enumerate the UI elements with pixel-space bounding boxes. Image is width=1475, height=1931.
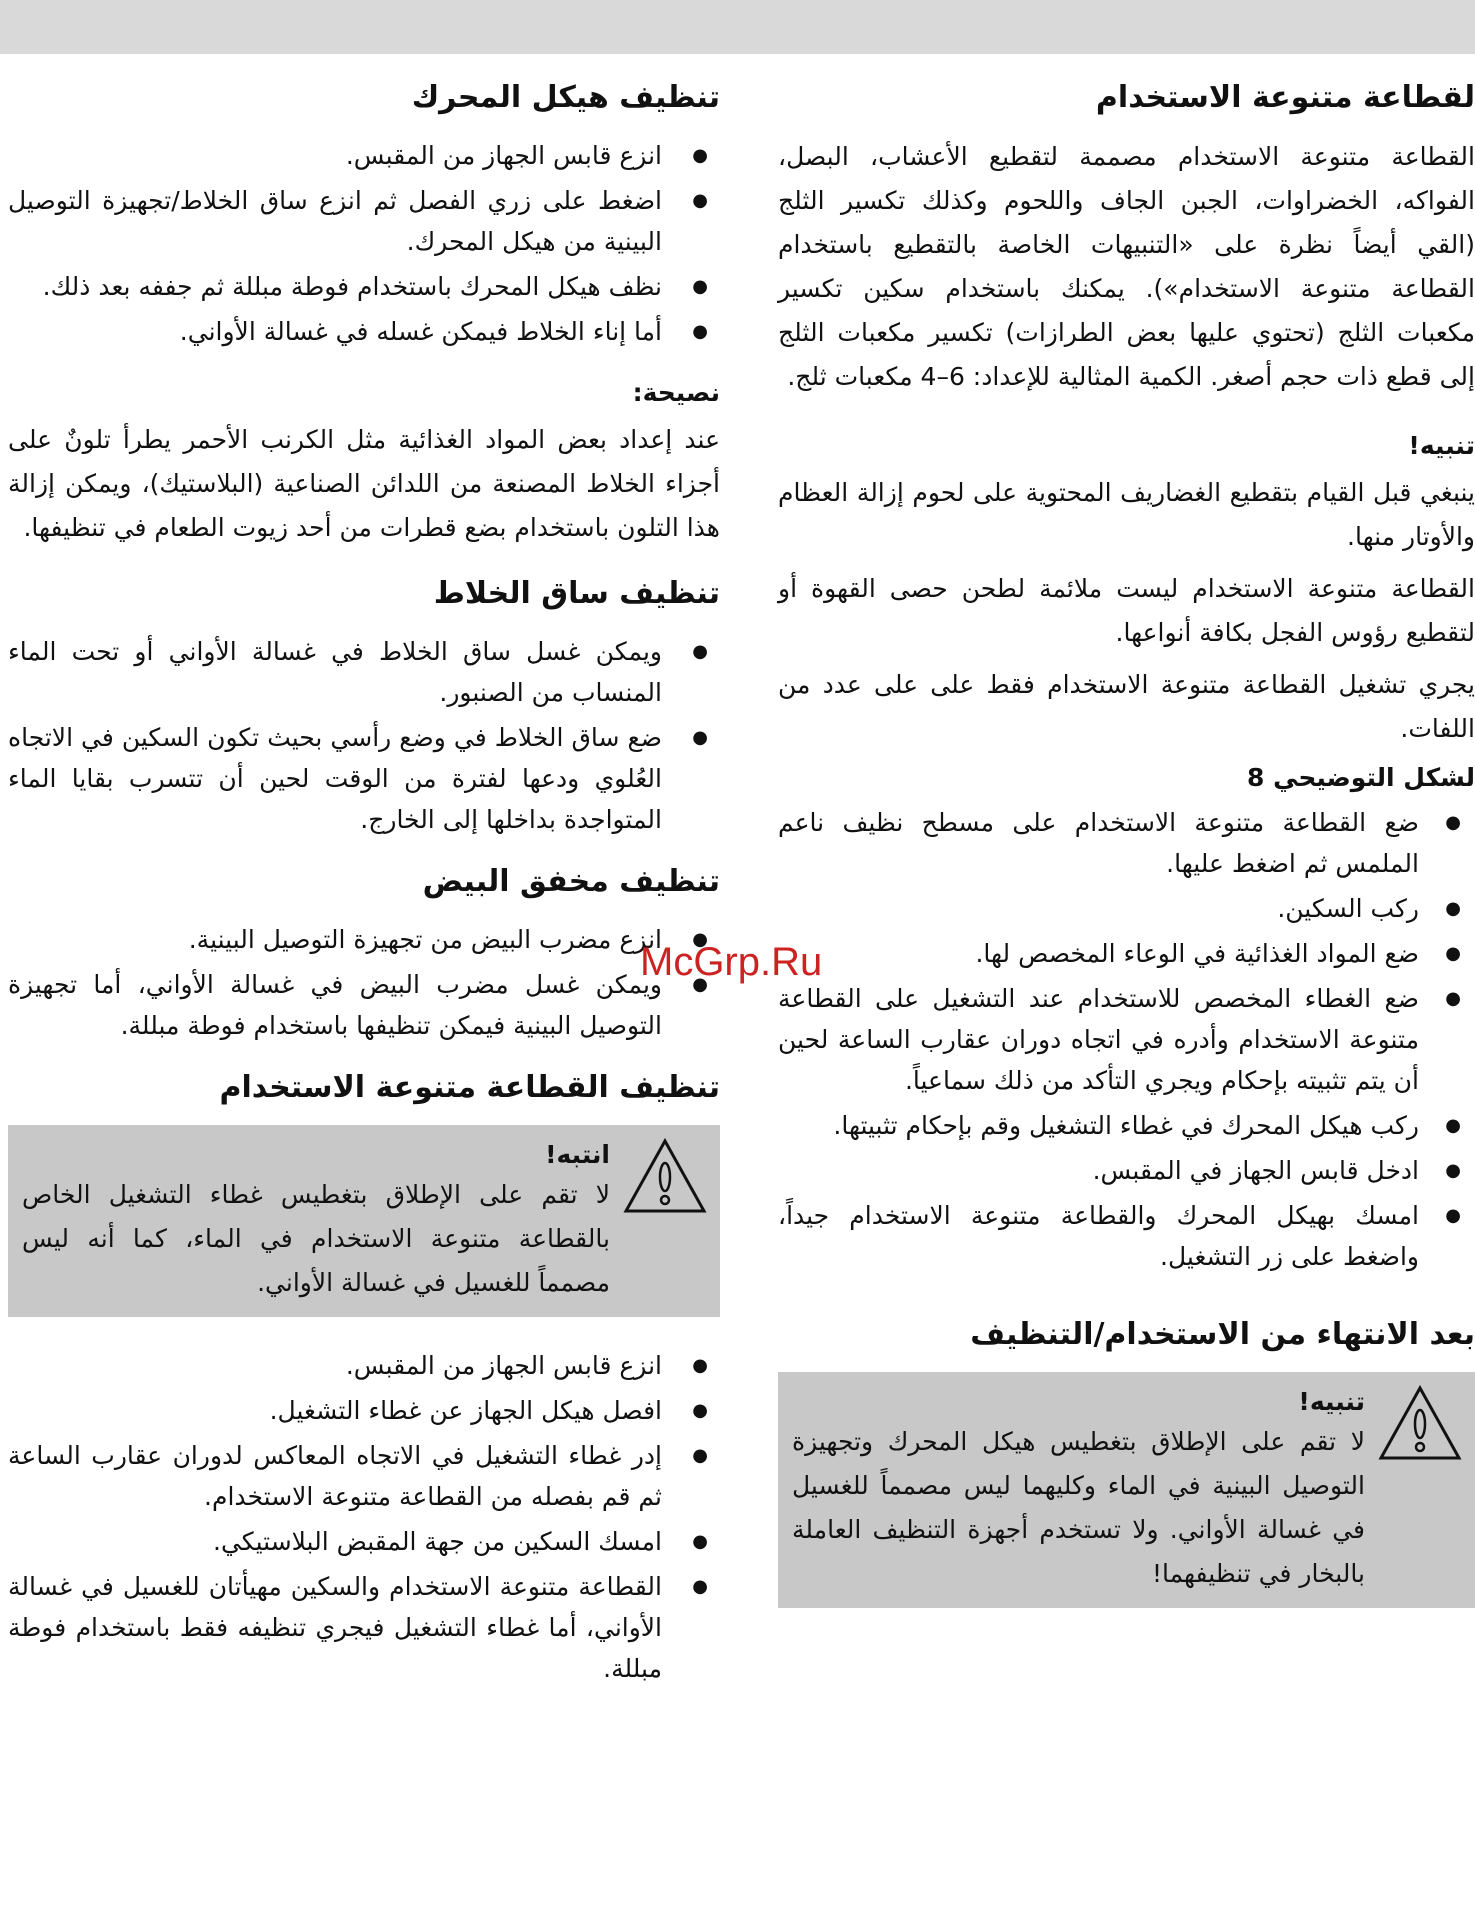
list-item: ● القطاعة متنوعة الاستخدام والسكين مهيأتان للغسيل في غسالة الأواني، أما غطاء التشغيل فيجري تنظيفه فقط باستخدام فوطة مبللة. <box>8 1566 720 1689</box>
list-item: ● ضع القطاعة متنوعة الاستخدام على مسطح نظيف ناعم الملمس ثم اضغط عليها. <box>778 802 1475 884</box>
section-title-chopper: لقطاعة متنوعة الاستخدام <box>1095 80 1475 115</box>
list-item: ● ادخل قابس الجهاز في المقبس. <box>778 1150 1475 1191</box>
watermark-text: McGrp.Ru <box>640 940 823 984</box>
warning-box <box>778 1372 1475 1608</box>
list-item: ● ركب هيكل المحرك في غطاء التشغيل وقم بإحكام تثبيتها. <box>778 1105 1475 1146</box>
note-text-3: يجري تشغيل القطاعة متنوعة الاستخدام فقط على على عدد من اللفات. <box>778 669 1475 743</box>
list-item: ● اضغط على زري الفصل ثم انزع ساق الخلاط/تجهيزة التوصيل البينية من هيكل المحرك. <box>8 180 720 262</box>
list-item: ● ركب السكين. <box>778 888 1475 929</box>
left-column <box>8 78 720 1711</box>
section-title-motor: تنظيف هيكل المحرك <box>411 80 720 115</box>
list-item: ● انزع قابس الجهاز من المقبس. <box>8 1345 720 1386</box>
warning-text: لا تقم على الإطلاق بتغطيس هيكل المحرك وتجهيزة التوصيل البينية في الماء وكليهما ليس مصمماً للغسيل في غسالة الأواني. ولا تستخدم أجهزة التنظيف العاملة بالبخار في تنظيفهما! <box>792 1427 1365 1588</box>
warning-title: تنبيه! <box>1298 1387 1365 1416</box>
list-item: ● انزع قابس الجهاز من المقبس. <box>8 135 720 176</box>
section-title-chopper-cleaning: تنظيف القطاعة متنوعة الاستخدام <box>219 1069 720 1105</box>
chopper-intro-text: القطاعة متنوعة الاستخدام مصممة لتقطيع الأعشاب، البصل، الفواكه، الخضراوات، الجبن الجاف واللحوم وكذلك تكسير الثلج (القي أيضاً نظرة على «التنبيهات الخاصة بالتقطيع باستخدام القطاعة متنوعة الاستخدام»). يمكنك باستخدام سكين تكسير مكعبات الثلج (تحتوي عليها بعض الطرازات) تكسير مكعبات الثلج إلى قطع ذات حجم أصغر. الكمية المثالية للإعداد: 6–4 مكعبات ثلج. <box>778 142 1475 391</box>
list-item: ● ويمكن غسل ساق الخلاط في غسالة الأواني أو تحت الماء المنساب من الصنبور. <box>8 631 720 713</box>
note-title: تنبيه! <box>1408 431 1475 460</box>
tip-title: نصيحة: <box>632 378 720 407</box>
warning-box <box>8 1125 720 1317</box>
chopper-cleaning-list <box>8 1345 720 1689</box>
note-text-1: ينبغي قبل القيام بتقطيع الغضاريف المحتوية على لحوم إزالة العظام والأوتار منها. <box>778 477 1475 551</box>
section-title-shaft: تنظيف ساق الخلاط <box>433 575 720 611</box>
list-item: ● ضع الغطاء المخصص للاستخدام عند التشغيل على القطاعة متنوعة الاستخدام وأدره في اتجاه دوران عقارب الساعة لحين أن يتم تثبيته بإحكام ويجري التأكد من ذلك سماعياً. <box>778 978 1475 1101</box>
warning-title: انتبه! <box>545 1139 610 1169</box>
list-item: ● امسك بهيكل المحرك والقطاعة متنوعة الاستخدام جيداً، واضغط على زر التشغيل. <box>778 1195 1475 1277</box>
list-item: ● ضع المواد الغذائية في الوعاء المخصص لها. <box>778 933 1475 974</box>
top-header-bar <box>0 0 1475 54</box>
list-item: ● انزع مضرب البيض من تجهيزة التوصيل البينية. <box>8 919 720 960</box>
figure-title: لشكل التوضيحي 8 <box>1246 762 1475 792</box>
warning-text: لا تقم على الإطلاق بتغطيس غطاء التشغيل الخاص بالقطاعة متنوعة الاستخدام في الماء، كما أنه ليس مصمماً للغسيل في غسالة الأواني. <box>22 1179 610 1297</box>
list-item: ● امسك السكين من جهة المقبض البلاستيكي. <box>8 1521 720 1562</box>
list-item: ● ويمكن غسل مضرب البيض في غسالة الأواني، أما تجهيزة التوصيل البينية فيمكن تنظيفها باستخدام فوطة مبللة. <box>8 964 720 1046</box>
steps-list <box>778 802 1475 1277</box>
list-item: ● إدر غطاء التشغيل في الاتجاه المعاكس لدوران عقارب الساعة ثم قم بفصله من القطاعة متنوعة الاستخدام. <box>8 1435 720 1517</box>
tip-text: عند إعداد بعض المواد الغذائية مثل الكرنب الأحمر يطرأ تلونٌ على أجزاء الخلاط المصنعة من اللدائن الصناعية (البلاستيك)، ويمكن إزالة هذا التلون باستخدام بضع قطرات من أحد زيوت الطعام في تنظيفها. <box>8 424 720 542</box>
whisk-cleaning-list <box>8 919 720 1046</box>
list-item: ● أما إناء الخلاط فيمكن غسله في غسالة الأواني. <box>8 311 720 352</box>
section-title-whisk: تنظيف مخفق البيض <box>422 863 720 899</box>
list-item: ● ضع ساق الخلاط في وضع رأسي بحيث تكون السكين في الاتجاه العُلوي ودعها لفترة من الوقت لحين أن تتسرب بقايا الماء المتواجدة بداخلها إلى الخارج. <box>8 717 720 840</box>
shaft-cleaning-list <box>8 631 720 840</box>
warning-triangle-icon <box>1377 1384 1463 1596</box>
note-text-2: القطاعة متنوعة الاستخدام ليست ملائمة لطحن حصى القهوة أو لتقطيع رؤوس الفجل بكافة أنواعها. <box>778 573 1475 647</box>
right-column <box>778 78 1475 1636</box>
list-item: ● نظف هيكل المحرك باستخدام فوطة مبللة ثم جففه بعد ذلك. <box>8 266 720 307</box>
warning-triangle-icon <box>622 1137 708 1305</box>
list-item: ● افصل هيكل الجهاز عن غطاء التشغيل. <box>8 1390 720 1431</box>
section-title-after-use: بعد الانتهاء من الاستخدام/التنظيف <box>970 1317 1475 1352</box>
motor-cleaning-list <box>8 135 720 352</box>
